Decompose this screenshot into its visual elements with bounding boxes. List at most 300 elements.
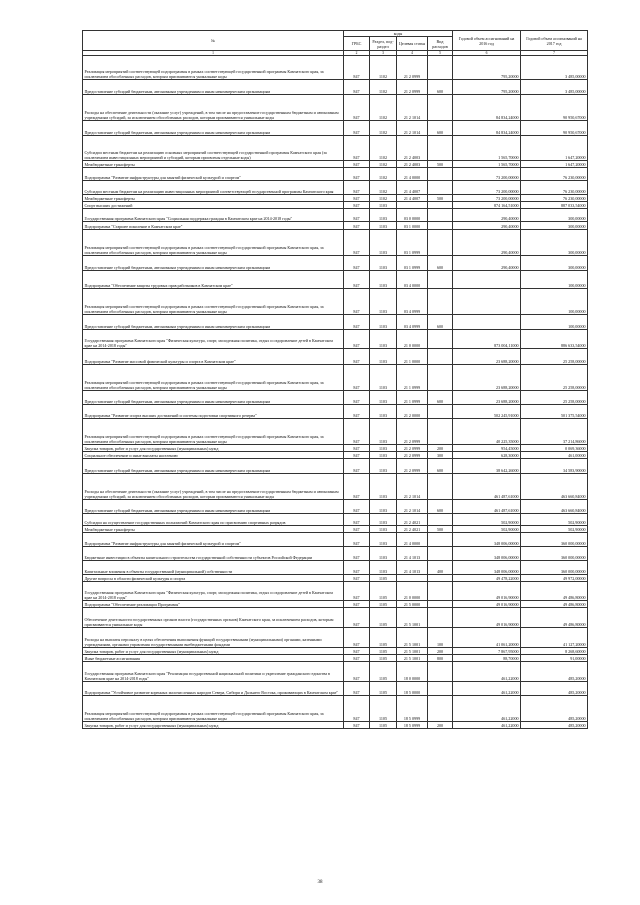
- row-article: 21 5 1001: [397, 608, 428, 628]
- row-volume-2017: 485,20000: [521, 682, 588, 696]
- row-article: 21 0 0000: [397, 330, 428, 349]
- row-name: Реализация мероприятий соответствующей подпрограммы в рамках соответствующей государственной программы Камчатского края, за исключением обособленных расходов, которым присваиваются уникальные коды: [83, 289, 344, 315]
- row-name: Предоставление субсидий бюджетным, автономным учреждениям и иным некоммерческим организациям: [83, 459, 344, 474]
- row-volume-2016: 502,90000: [453, 526, 521, 533]
- table-row: [83, 459, 588, 474]
- row-article: 03 4 0999: [397, 289, 428, 315]
- row-volume-2016: 290,40000: [453, 209, 521, 222]
- row-article: 21 2 1014: [397, 95, 428, 121]
- row-expense-type: 600: [428, 256, 453, 271]
- row-article: 21 2 4021: [397, 514, 428, 526]
- table-row: [83, 330, 588, 349]
- row-volume-2017: 90 950,67000: [521, 121, 588, 136]
- row-volume-2016: 1 565,70000: [453, 136, 521, 161]
- row-volume-2017: 25 258,00000: [521, 349, 588, 365]
- row-expense-type: 200: [428, 722, 453, 729]
- row-volume-2016: 348 006,00000: [453, 547, 521, 561]
- row-name: Реализация мероприятий соответствующей подпрограммы в рамках соответствующей государственной программы Камчатского края, за исключением обособленных расходов, которым присваиваются уникальные коды: [83, 365, 344, 391]
- row-section: 1105: [370, 628, 397, 648]
- row-article: 21 5 1001: [397, 628, 428, 648]
- row-grbs: 847: [344, 222, 370, 230]
- row-article: [397, 575, 428, 582]
- table-row: [83, 222, 588, 230]
- row-name: Подпрограмма "Развитие инфраструктуры для занятий физической культурой и спортом": [83, 533, 344, 547]
- row-volume-2017: 360 000,00000: [521, 547, 588, 561]
- table-row: [83, 682, 588, 696]
- row-grbs: 847: [344, 405, 370, 419]
- row-article: 21 0 0000: [397, 582, 428, 601]
- row-grbs: 847: [344, 349, 370, 365]
- row-article: 03 1 0999: [397, 230, 428, 256]
- row-article: 21 2 0999: [397, 459, 428, 474]
- row-volume-2017: 300,00000: [521, 230, 588, 256]
- row-volume-2016: 23 688,20000: [453, 391, 521, 405]
- row-grbs: 847: [344, 195, 370, 202]
- row-expense-type: 600: [428, 315, 453, 330]
- column-index: 3: [370, 51, 397, 56]
- row-article: 03 4 0999: [397, 315, 428, 330]
- row-grbs: 847: [344, 533, 370, 547]
- row-grbs: 847: [344, 575, 370, 582]
- row-article: 21 5 0000: [397, 601, 428, 608]
- row-volume-2017: 37 214,86000: [521, 419, 588, 445]
- row-name: Подпрограмма "Развитие инфраструктуры для занятий физической культурой и спортом": [83, 168, 344, 181]
- row-section: 1103: [370, 289, 397, 315]
- row-grbs: 847: [344, 474, 370, 500]
- row-volume-2017: 300,00000: [521, 209, 588, 222]
- table-row: [83, 547, 588, 561]
- column-index: 1: [83, 51, 344, 56]
- row-expense-type: [428, 575, 453, 582]
- row-volume-2016: 38 642,26000: [453, 459, 521, 474]
- header-section: Раздел, под-раздел: [370, 37, 397, 51]
- row-volume-2016: 461,22000: [453, 662, 521, 682]
- row-grbs: 847: [344, 315, 370, 330]
- column-index: 4: [397, 51, 428, 56]
- row-expense-type: [428, 136, 453, 161]
- row-name: Расходы на обеспечение деятельности (оказание услуг) учреждений, в том числе на предоставление государственным бюджетным и автономным учреждениям субсидий, за исключением обособленных расходов, которым присваиваются уникальные коды: [83, 474, 344, 500]
- row-expense-type: [428, 271, 453, 289]
- row-section: 1103: [370, 500, 397, 514]
- row-section: 1105: [370, 696, 397, 722]
- row-volume-2017: 100,00000: [521, 315, 588, 330]
- row-volume-2017: 3 485,00000: [521, 80, 588, 95]
- row-name: Межбюджетные трансферты: [83, 526, 344, 533]
- table-row: [83, 136, 588, 161]
- row-volume-2016: 290,40000: [453, 230, 521, 256]
- row-volume-2016: 84 834,24000: [453, 95, 521, 121]
- row-expense-type: 600: [428, 500, 453, 514]
- table-row: [83, 533, 588, 547]
- row-volume-2017: 41 127,20000: [521, 628, 588, 648]
- row-article: 21 5 1001: [397, 655, 428, 662]
- row-volume-2017: 887 033,54000: [521, 202, 588, 209]
- row-expense-type: [428, 209, 453, 222]
- row-grbs: 847: [344, 696, 370, 722]
- table-row: [83, 575, 588, 582]
- row-volume-2016: 49 478,22000: [453, 575, 521, 582]
- row-name: Субсидии местным бюджетам на реализацию основных мероприятий соответствующей государственной программы Камчатского края (за исключением инвестиционных мероприятий и субсидий, которым присвоены отдельные коды): [83, 136, 344, 161]
- row-name: Закупка товаров, работ и услуг для государственных (муниципальных) нужд: [83, 722, 344, 729]
- header-expense-type: Вид расходов: [428, 37, 453, 51]
- row-expense-type: [428, 533, 453, 547]
- row-name: Предоставление субсидий бюджетным, автономным учреждениям и иным некоммерческим организациям: [83, 80, 344, 95]
- row-grbs: 847: [344, 136, 370, 161]
- row-article: 21 2 4021: [397, 526, 428, 533]
- row-volume-2016: 23 688,20000: [453, 365, 521, 391]
- table-row: [83, 121, 588, 136]
- table-row: [83, 95, 588, 121]
- row-section: 1103: [370, 222, 397, 230]
- row-expense-type: [428, 696, 453, 722]
- row-section: 1103: [370, 419, 397, 445]
- row-volume-2016: 290,40000: [453, 256, 521, 271]
- row-section: 1103: [370, 514, 397, 526]
- row-name: Субсидии на осуществление государственных полномочий Камчатского края по присвоению спортивных разрядов: [83, 514, 344, 526]
- column-index: 6: [453, 51, 521, 56]
- row-name: Реализация мероприятий соответствующей подпрограммы в рамках соответствующей государственной программы Камчатского края, за исключением обособленных расходов, которым присваиваются уникальные коды: [83, 696, 344, 722]
- row-section: 1102: [370, 136, 397, 161]
- row-name: Расходы на обеспечение деятельности (оказание услуг) учреждений, в том числе на предоставление государственным бюджетным и автономным учреждениям субсидий, за исключением обособленных расходов, которым присваиваются уникальные коды: [83, 95, 344, 121]
- row-section: 1103: [370, 452, 397, 459]
- row-volume-2017: 1 647,20000: [521, 161, 588, 168]
- row-section: 1103: [370, 330, 397, 349]
- row-section: 1102: [370, 195, 397, 202]
- row-grbs: 847: [344, 391, 370, 405]
- table-row: [83, 722, 588, 729]
- row-section: 1102: [370, 95, 397, 121]
- row-expense-type: [428, 289, 453, 315]
- row-volume-2016: [453, 289, 521, 315]
- row-grbs: 847: [344, 202, 370, 209]
- row-article: 21 4 0000: [397, 533, 428, 547]
- row-expense-type: [428, 202, 453, 209]
- row-volume-2016: 348 006,00000: [453, 533, 521, 547]
- row-name: Государственная программа Камчатского края "Физическая культура, спорт, молодежная политика, отдых и оздоровление детей в Камчатском крае на 2014-2018 годы": [83, 330, 344, 349]
- table-row: [83, 696, 588, 722]
- table-row: [83, 655, 588, 662]
- row-expense-type: [428, 662, 453, 682]
- row-expense-type: 200: [428, 648, 453, 655]
- row-section: 1102: [370, 181, 397, 195]
- row-article: 18 5 0000: [397, 682, 428, 696]
- row-grbs: 847: [344, 168, 370, 181]
- row-expense-type: [428, 330, 453, 349]
- row-expense-type: 600: [428, 80, 453, 95]
- row-volume-2017: 501 375,54000: [521, 405, 588, 419]
- row-volume-2017: 360 000,00000: [521, 533, 588, 547]
- row-article: 03 4 0000: [397, 271, 428, 289]
- row-volume-2016: 40 225,35000: [453, 419, 521, 445]
- row-section: 1103: [370, 405, 397, 419]
- table-row: [83, 662, 588, 682]
- table-row: [83, 561, 588, 575]
- row-article: 21 4 1013: [397, 561, 428, 575]
- row-grbs: 847: [344, 547, 370, 561]
- row-grbs: 847: [344, 561, 370, 575]
- row-volume-2017: 76 230,00000: [521, 168, 588, 181]
- row-volume-2017: 502,90000: [521, 514, 588, 526]
- row-name: Закупка товаров, работ и услуг для государственных (муниципальных) нужд: [83, 445, 344, 452]
- row-grbs: 847: [344, 209, 370, 222]
- row-volume-2016: 49 016,90000: [453, 582, 521, 601]
- row-name: Межбюджетные трансферты: [83, 161, 344, 168]
- row-article: 21 2 0999: [397, 56, 428, 80]
- row-grbs: 847: [344, 56, 370, 80]
- row-article: 21 4 1013: [397, 547, 428, 561]
- row-article: 18 5 0999: [397, 722, 428, 729]
- row-expense-type: [428, 682, 453, 696]
- row-volume-2016: 795,20000: [453, 56, 521, 80]
- row-section: 1105: [370, 582, 397, 601]
- row-volume-2016: 461,22000: [453, 696, 521, 722]
- table-row: [83, 608, 588, 628]
- row-grbs: 847: [344, 330, 370, 349]
- row-grbs: 847: [344, 608, 370, 628]
- row-name: Подпрограмма "Обеспечение реализации Программы": [83, 601, 344, 608]
- row-expense-type: [428, 601, 453, 608]
- row-article: 21 2 1014: [397, 500, 428, 514]
- row-grbs: 847: [344, 514, 370, 526]
- table-row: [83, 419, 588, 445]
- table-row: [83, 349, 588, 365]
- row-volume-2016: 23 688,20000: [453, 349, 521, 365]
- row-expense-type: 600: [428, 121, 453, 136]
- row-volume-2017: 100,00000: [521, 271, 588, 289]
- row-section: 1105: [370, 682, 397, 696]
- row-grbs: 847: [344, 682, 370, 696]
- row-name: Реализация мероприятий соответствующей подпрограммы в рамках соответствующей государственной программы Камчатского края, за исключением обособленных расходов, которым присваиваются уникальные коды: [83, 56, 344, 80]
- row-volume-2016: 502 245,91000: [453, 405, 521, 419]
- row-section: 1102: [370, 161, 397, 168]
- row-expense-type: 500: [428, 161, 453, 168]
- row-volume-2016: 84 834,24000: [453, 121, 521, 136]
- row-volume-2016: 461,22000: [453, 722, 521, 729]
- row-section: 1102: [370, 121, 397, 136]
- row-volume-2017: 76 230,00000: [521, 195, 588, 202]
- row-volume-2016: 461 487,61000: [453, 474, 521, 500]
- row-volume-2017: 3 485,00000: [521, 56, 588, 80]
- row-volume-2017: 100,00000: [521, 289, 588, 315]
- table-row: [83, 628, 588, 648]
- row-volume-2017: 25 258,00000: [521, 391, 588, 405]
- row-volume-2017: 502,90000: [521, 526, 588, 533]
- row-grbs: 847: [344, 80, 370, 95]
- column-index: 5: [428, 51, 453, 56]
- table-row: [83, 230, 588, 256]
- row-volume-2016: 73 200,00000: [453, 195, 521, 202]
- row-section: 1105: [370, 648, 397, 655]
- row-name: Субсидии местным бюджетам на реализацию инвестиционных мероприятий соответствующей государственной программы Камчатского края: [83, 181, 344, 195]
- row-name: Предоставление субсидий бюджетным, автономным учреждениям и иным некоммерческим организациям: [83, 391, 344, 405]
- row-volume-2016: 461 487,61000: [453, 500, 521, 514]
- table-row: [83, 514, 588, 526]
- row-name: Межбюджетные трансферты: [83, 195, 344, 202]
- row-section: 1103: [370, 365, 397, 391]
- table-row: [83, 80, 588, 95]
- budget-table: [82, 30, 588, 729]
- row-grbs: 847: [344, 445, 370, 452]
- table-row: [83, 601, 588, 608]
- table-row: [83, 209, 588, 222]
- row-name: Подпрограмма "Развитие спорта высших достижений и системы подготовки спортивного резерва": [83, 405, 344, 419]
- row-article: 21 4 4007: [397, 195, 428, 202]
- row-volume-2016: 290,40000: [453, 222, 521, 230]
- row-article: 21 2 4003: [397, 161, 428, 168]
- row-volume-2016: 1 565,70000: [453, 161, 521, 168]
- row-volume-2017: 25 258,00000: [521, 365, 588, 391]
- row-expense-type: 600: [428, 391, 453, 405]
- row-volume-2016: 874 164,51000: [453, 202, 521, 209]
- row-name: Реализация мероприятий соответствующей подпрограммы в рамках соответствующей государственной программы Камчатского края, за исключением обособленных расходов, которым присваиваются уникальные коды: [83, 419, 344, 445]
- row-volume-2017: 90 950,67000: [521, 95, 588, 121]
- row-name: Государственная программа Камчатского края "Физическая культура, спорт, молодежная политика, отдых и оздоровление детей в Камчатском крае на 2014-2018 годы": [83, 582, 344, 601]
- row-volume-2016: 348 006,00000: [453, 561, 521, 575]
- row-volume-2016: 49 016,90000: [453, 608, 521, 628]
- header-volume-2017: Годовой объем ассигнований на 2017 год: [521, 31, 588, 51]
- row-article: 21 4 0000: [397, 168, 428, 181]
- row-expense-type: [428, 419, 453, 445]
- row-section: 1103: [370, 256, 397, 271]
- row-volume-2016: 73 200,00000: [453, 168, 521, 181]
- row-volume-2016: 7 867,95000: [453, 648, 521, 655]
- header-article: Целевая статья: [397, 37, 428, 51]
- row-grbs: 847: [344, 289, 370, 315]
- table-row: [83, 648, 588, 655]
- row-name: Подпрограмма "Устойчивое развитие коренных малочисленных народов Севера, Сибири и Дальнего Востока, проживающих в Камчатском крае": [83, 682, 344, 696]
- row-volume-2017: 485,20000: [521, 696, 588, 722]
- row-volume-2016: 954,45000: [453, 445, 521, 452]
- row-section: 1103: [370, 209, 397, 222]
- row-article: 21 2 0999: [397, 419, 428, 445]
- row-grbs: 847: [344, 419, 370, 445]
- row-expense-type: [428, 514, 453, 526]
- row-grbs: 847: [344, 181, 370, 195]
- table-row: [83, 256, 588, 271]
- row-volume-2016: 73 200,00000: [453, 181, 521, 195]
- row-volume-2016: [453, 315, 521, 330]
- row-section: 1103: [370, 533, 397, 547]
- row-name: Подпрограмма "Обеспечение защиты трудовых прав работников в Камчатском крае": [83, 271, 344, 289]
- row-volume-2016: 628,30000: [453, 452, 521, 459]
- row-grbs: 847: [344, 256, 370, 271]
- header-grbs: ГРБС: [344, 37, 370, 51]
- row-section: 1103: [370, 230, 397, 256]
- row-article: 21 1 0999: [397, 365, 428, 391]
- row-expense-type: 500: [428, 195, 453, 202]
- budget-table-page: [82, 30, 587, 729]
- table-row: [83, 452, 588, 459]
- row-name: Социальное обеспечение и иные выплаты населению: [83, 452, 344, 459]
- row-section: 1105: [370, 655, 397, 662]
- table-row: [83, 391, 588, 405]
- row-expense-type: [428, 405, 453, 419]
- row-volume-2017: 49 486,80000: [521, 608, 588, 628]
- row-volume-2017: 49 486,80000: [521, 601, 588, 608]
- row-name: Иные бюджетные ассигнования: [83, 655, 344, 662]
- row-section: 1105: [370, 608, 397, 628]
- row-volume-2017: 463 660,84000: [521, 474, 588, 500]
- row-name: Реализация мероприятий соответствующей подпрограммы в рамках соответствующей государственной программы Камчатского края, за исключением обособленных расходов, которым присваиваются уникальные коды: [83, 230, 344, 256]
- row-grbs: 847: [344, 500, 370, 514]
- table-row: [83, 500, 588, 514]
- row-article: 03 1 0000: [397, 222, 428, 230]
- row-volume-2016: 88,70000: [453, 655, 521, 662]
- row-grbs: 847: [344, 628, 370, 648]
- row-expense-type: 300: [428, 452, 453, 459]
- row-article: [397, 202, 428, 209]
- row-volume-2017: 49 972,00000: [521, 575, 588, 582]
- row-name: Государственная программа Камчатского края "Реализация государственной национальной политики и укрепление гражданского единства в Камчатском крае на 2014-2018 годы": [83, 662, 344, 682]
- row-expense-type: 100: [428, 628, 453, 648]
- row-name: Предоставление субсидий бюджетным, автономным учреждениям и иным некоммерческим организациям: [83, 500, 344, 514]
- row-grbs: 847: [344, 526, 370, 533]
- row-expense-type: 400: [428, 561, 453, 575]
- row-article: 18 0 0000: [397, 662, 428, 682]
- row-section: 1103: [370, 315, 397, 330]
- row-volume-2017: 360 000,00000: [521, 561, 588, 575]
- table-row: [83, 474, 588, 500]
- row-section: 1102: [370, 56, 397, 80]
- row-grbs: 847: [344, 161, 370, 168]
- table-row: [83, 526, 588, 533]
- row-article: 03 1 0999: [397, 256, 428, 271]
- table-row: [83, 405, 588, 419]
- table-row: [83, 168, 588, 181]
- row-grbs: 847: [344, 121, 370, 136]
- row-grbs: 847: [344, 648, 370, 655]
- row-expense-type: [428, 181, 453, 195]
- table-row: [83, 195, 588, 202]
- row-grbs: 847: [344, 601, 370, 608]
- row-name: Предоставление субсидий бюджетным, автономным учреждениям и иным некоммерческим организациям: [83, 315, 344, 330]
- row-expense-type: 200: [428, 445, 453, 452]
- row-expense-type: 600: [428, 459, 453, 474]
- row-expense-type: [428, 56, 453, 80]
- row-name: Капитальные вложения в объекты государственной (муниципальной) собственности: [83, 561, 344, 575]
- table-row: [83, 365, 588, 391]
- row-volume-2017: 485,20000: [521, 722, 588, 729]
- table-row: [83, 181, 588, 195]
- row-section: 1103: [370, 271, 397, 289]
- row-volume-2017: 463 660,84000: [521, 500, 588, 514]
- row-expense-type: [428, 365, 453, 391]
- row-section: 1103: [370, 526, 397, 533]
- row-volume-2017: 91,00000: [521, 655, 588, 662]
- column-index: 7: [521, 51, 588, 56]
- row-section: 1102: [370, 80, 397, 95]
- row-section: 1103: [370, 561, 397, 575]
- row-volume-2016: 41 061,20000: [453, 628, 521, 648]
- header-volume-2016: Годовой объем ассигнований на 2016 год: [453, 31, 521, 51]
- row-article: 21 2 0000: [397, 405, 428, 419]
- row-volume-2017: 76 230,00000: [521, 181, 588, 195]
- row-grbs: 847: [344, 271, 370, 289]
- row-name: Подпрограмма "Старшее поколение в Камчатском крае": [83, 222, 344, 230]
- row-volume-2016: 502,90000: [453, 514, 521, 526]
- row-expense-type: [428, 582, 453, 601]
- row-article: 21 2 4003: [397, 136, 428, 161]
- row-section: 1103: [370, 391, 397, 405]
- row-article: 21 2 0999: [397, 80, 428, 95]
- row-name: Расходы на выплаты персоналу в целях обеспечения выполнения функций государственными (муниципальными) органами, казенными учреждениями, органами управления государственными внебюджетными фондами: [83, 628, 344, 648]
- table-header: [83, 31, 588, 56]
- row-expense-type: [428, 349, 453, 365]
- table-row: [83, 161, 588, 168]
- table-row: [83, 56, 588, 80]
- header-codes: коды: [344, 31, 453, 37]
- row-volume-2017: 461,00000: [521, 452, 588, 459]
